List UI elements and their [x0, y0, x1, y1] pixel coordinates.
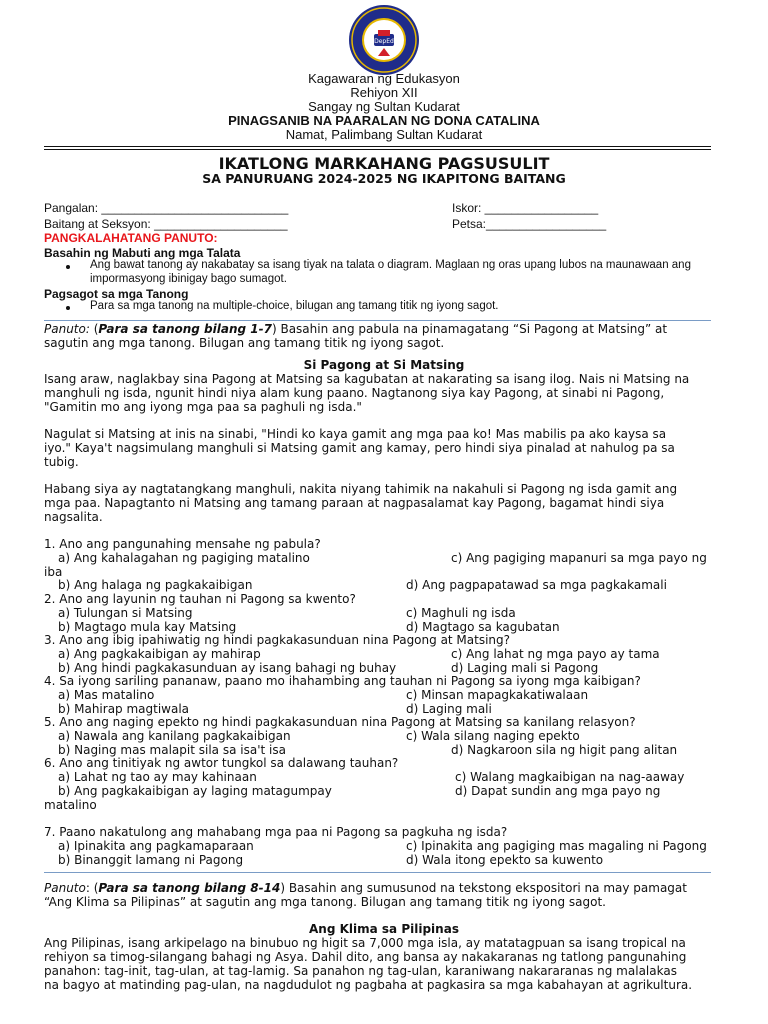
q7-option-b[interactable]: b) Binanggit lamang ni Pagong [58, 853, 244, 867]
grade-section-field[interactable]: Baitang at Seksyon: ____________________ [44, 217, 288, 231]
story-p2-line: tubig. [44, 455, 79, 469]
q5-option-b[interactable]: b) Naging mas malapit sila sa isa't isa [58, 743, 286, 757]
story-p1-line: Isang araw, naglakbay sina Pagong at Matsing sa kagubatan at nakarating sa isang ilog. Nais ni Matsing na [44, 372, 690, 386]
q3-option-d[interactable]: d) Laging mali si Pagong [451, 661, 599, 675]
q6-option-b[interactable]: b) Ang pagkakaibigan ay laging matagumpay [58, 784, 332, 798]
q2-option-d[interactable]: d) Magtago sa kagubatan [406, 620, 560, 634]
q5-option-d[interactable]: d) Nagkaroon sila ng higit pang alitan [451, 743, 678, 757]
instruction-rest: ) Basahin ang pabula na pinamagatang “Si Pagong at Matsing” at [271, 322, 668, 336]
story-p2-line: iyo." Kaya't nagsimulang manghuli si Matsing gamit ang kamay, pero hindi siya pinalad at nahulog pa sa [44, 441, 675, 455]
score-field[interactable]: Iskor: _________________ [452, 201, 599, 215]
panuto-label: Panuto: [44, 322, 90, 336]
story-p2-line: Nagulat si Matsing at inis na sinabi, "Hindi ko kaya gamit ang mga paa ko! Mas mabilis pa ako kaysa sa [44, 427, 667, 441]
instruction-rest: ) Basahin ang sumusunod na tekstong ekspositori na may pamagat [280, 881, 687, 895]
story-p3-line: nagsalita. [44, 510, 103, 524]
q6-option-d[interactable]: d) Dapat sundin ang mga payo ng [455, 784, 661, 798]
q4-option-d[interactable]: d) Laging mali [406, 702, 492, 716]
q1-option-c[interactable]: c) Ang pagiging mapanuri sa mga payo ng [451, 551, 707, 565]
q5-option-c[interactable]: c) Wala silang naging epekto [406, 729, 580, 743]
question-4: 4. Sa iyong sariling pananaw, paano mo ihahambing ang tauhan ni Pagong sa iyong mga kaibigan? [44, 674, 641, 688]
text-p1-line: panahon: tag-init, tag-ulan, at tag-lamig. Sa panahon ng tag-ulan, karaniwang nakararanas ng malalakas [44, 964, 677, 978]
header-address: Namat, Palimbang Sultan Kudarat [285, 127, 483, 142]
general-instructions-heading: PANGKALAHATANG PANUTO: [44, 231, 218, 245]
header-school: PINAGSANIB NA PAARALAN NG DONA CATALINA [228, 113, 540, 128]
q4-option-b[interactable]: b) Mahirap magtiwala [58, 702, 190, 716]
colon-paren: : ( [85, 881, 99, 895]
q2-option-b[interactable]: b) Magtago mula kay Matsing [58, 620, 237, 634]
read-instructions-title: Basahin ng Mabuti ang mga Talata [44, 246, 241, 260]
q2-option-c[interactable]: c) Maghuli ng isda [406, 606, 516, 620]
q6-option-a[interactable]: a) Lahat ng tao ay may kahinaan [58, 770, 257, 784]
section-divider [44, 320, 711, 321]
question-1: 1. Ano ang pangunahing mensahe ng pabula? [44, 537, 321, 551]
q1-option-c-cont: iba [44, 565, 63, 579]
paren-open: ( [89, 322, 99, 336]
q7-option-a[interactable]: a) Ipinakita ang pagkamaparaan [58, 839, 254, 853]
part2-instruction-line-2: “Ang Klima sa Pilipinas” at sagutin ang mga tanong. Bilugan ang tamang titik ng iyong sagot. [44, 895, 606, 909]
story-p1-line: manghuli ng isda, ngunit hindi niya alam kung paano. Nagtanong siya kay Pagong, at sinabi ni Pagong, [44, 386, 665, 400]
question-3: 3. Ano ang ibig ipahiwatig ng hindi pagkakasunduan nina Pagong at Matsing? [44, 633, 511, 647]
question-5: 5. Ano ang naging epekto ng hindi pagkakasunduan nina Pagong at Matsing sa kanilang relasyon? [44, 715, 636, 729]
q7-option-d[interactable]: d) Wala itong epekto sa kuwento [406, 853, 604, 867]
story-p3-line: mga paa. Napagtanto ni Matsing ang tamang paraan at nagpasalamat kay Pagong, bagamat hindi siya [44, 496, 665, 510]
question-2: 2. Ano ang layunin ng tauhan ni Pagong sa kwento? [44, 592, 356, 606]
answer-bullet: Para sa mga tanong na multiple-choice, bilugan ang tamang titik ng iyong sagot. [90, 300, 499, 312]
q4-option-a[interactable]: a) Mas matalino [58, 688, 155, 702]
header-rule-2 [44, 149, 711, 150]
question-range: Para sa tanong bilang 1-7 [98, 322, 272, 336]
story-p3-line: Habang siya ay nagtatangkang manghuli, nakita niyang tahimik na nakahuli si Pagong ng isda gamit ang [44, 482, 678, 496]
q5-option-a[interactable]: a) Nawala ang kanilang pagkakaibigan [58, 729, 291, 743]
header-division: Sangay ng Sultan Kudarat [308, 99, 460, 114]
text-p1-line: Ang Pilipinas, isang arkipelago na binubuo ng higit sa 7,000 mga isla, ay matatagpuan sa isang tropical na [44, 936, 686, 950]
q1-option-d[interactable]: d) Ang pagpapatawad sa mga pagkakamali [406, 578, 667, 592]
part1-instruction-line-1 [44, 322, 667, 336]
date-field[interactable]: Petsa:__________________ [452, 217, 607, 231]
bullet-icon [66, 265, 70, 269]
svg-text:DepEd: DepEd [374, 38, 394, 45]
part1-instruction-line-2: sagutin ang mga tanong. Bilugan ang tamang titik ng iyong sagot. [44, 336, 445, 350]
text-title: Ang Klima sa Pilipinas [309, 922, 459, 936]
panuto-label: Panuto [44, 881, 86, 895]
story-p1-line: "Gamitin mo ang iyong mga paa sa paghuli ng isda." [44, 400, 362, 414]
question-7: 7. Paano nakatulong ang mahabang mga paa ni Pagong sa pagkuha ng isda? [44, 825, 508, 839]
header-rule [44, 146, 711, 147]
q3-option-a[interactable]: a) Ang pagkakaibigan ay mahirap [58, 647, 261, 661]
text-p1-line: na bagyo at matinding pag-ulan, na nagdudulot ng pagbaha at pagkasira sa mga kabahayan at agrikultura. [44, 978, 693, 992]
school-logo [348, 4, 420, 76]
q1-option-a[interactable]: a) Ang kahalagahan ng pagiging matalino [58, 551, 310, 565]
header-department: Kagawaran ng Edukasyon [308, 71, 460, 86]
exam-title: IKATLONG MARKAHANG PAGSUSULIT [218, 154, 550, 173]
story-title: Si Pagong at Si Matsing [303, 358, 465, 372]
exam-subtitle: SA PANURUANG 2024-2025 NG IKAPITONG BAITANG [202, 171, 566, 186]
header-region: Rehiyon XII [350, 85, 418, 100]
section-divider [44, 872, 711, 873]
bullet-icon [66, 306, 70, 310]
read-bullet-line-2: impormasyong ibinigay bago sumagot. [90, 273, 287, 285]
q6-option-d-cont: matalino [44, 798, 97, 812]
name-field[interactable]: Pangalan: ____________________________ [44, 201, 289, 215]
answer-instructions-title: Pagsagot sa mga Tanong [44, 287, 189, 301]
q6-option-c[interactable]: c) Walang magkaibigan na nag-aaway [455, 770, 685, 784]
text-p1-line: rehiyon sa timog-silangang bahagi ng Asya. Dahil dito, ang bansa ay nakakaranas ng tatlong pangunahing [44, 950, 687, 964]
q3-option-b[interactable]: b) Ang hindi pagkakasunduan ay isang bahagi ng buhay [58, 661, 397, 675]
part2-instruction-line-1 [44, 881, 687, 895]
q2-option-a[interactable]: a) Tulungan si Matsing [58, 606, 193, 620]
read-bullet-line-1: Ang bawat tanong ay nakabatay sa isang tiyak na talata o diagram. Maglaan ng oras upang lubos na maunawaan ang [90, 259, 691, 271]
q4-option-c[interactable]: c) Minsan mapagkakatiwalaan [406, 688, 589, 702]
question-6: 6. Ano ang tinitiyak ng awtor tungkol sa dalawang tauhan? [44, 756, 399, 770]
q3-option-c[interactable]: c) Ang lahat ng mga payo ay tama [451, 647, 660, 661]
q1-option-b[interactable]: b) Ang halaga ng pagkakaibigan [58, 578, 253, 592]
question-range: Para sa tanong bilang 8-14 [98, 881, 281, 895]
q7-option-c[interactable]: c) Ipinakita ang pagiging mas magaling ni Pagong [406, 839, 707, 853]
